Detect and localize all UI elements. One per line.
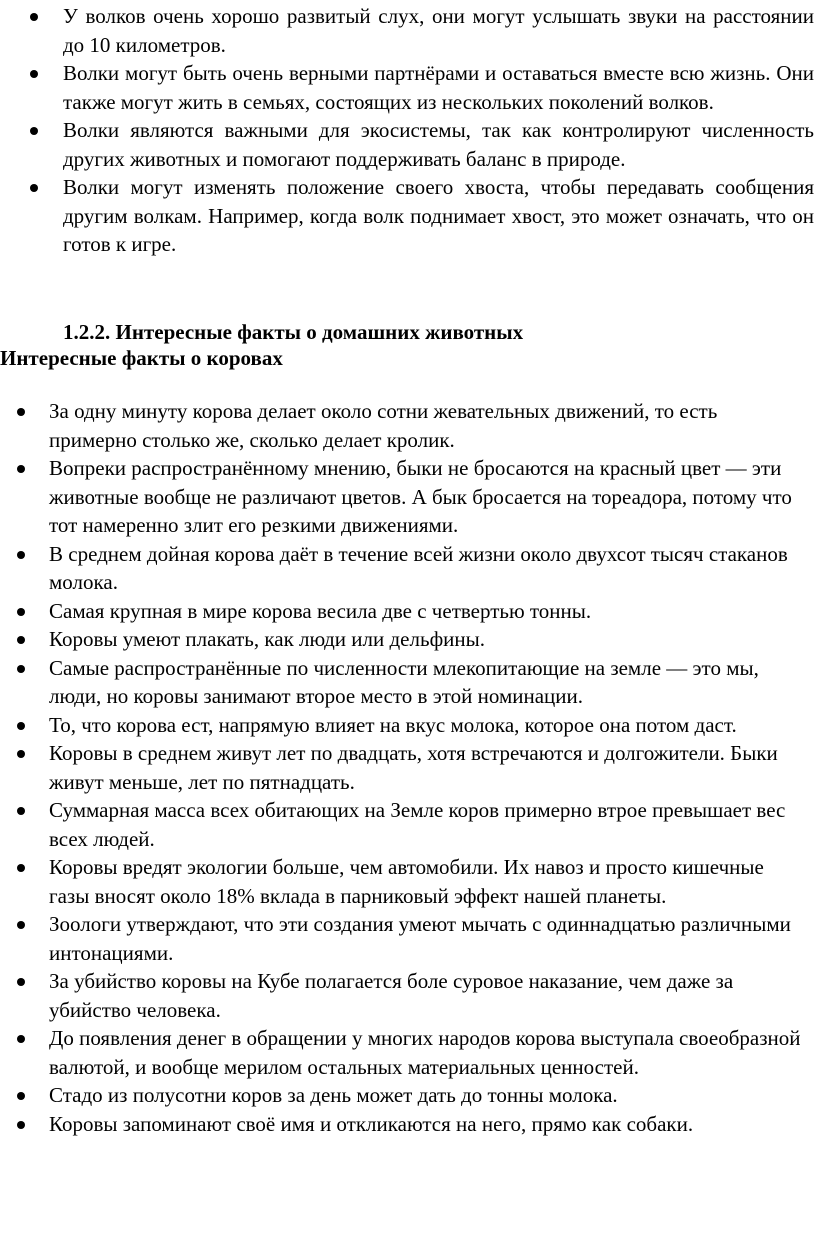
list-item-text: Коровы запоминают своё имя и откликаются на него, прямо как собаки.	[49, 1111, 694, 1136]
bullet-icon	[17, 551, 25, 559]
list-item-text: Зоологи утверждают, что эти создания умеют мычать с одиннадцатью различными интонациями.	[49, 912, 791, 965]
list-item-text: Самые распространённые по численности млекопитающие на земле — это мы, люди, но коровы занимают второе место в этой номинации.	[49, 655, 759, 708]
list-item	[14, 910, 804, 967]
cows-heading: Интересные факты о коровах	[0, 346, 283, 370]
list-item	[28, 173, 814, 259]
list-item	[14, 1110, 804, 1139]
list-item	[14, 597, 804, 626]
list-item	[14, 454, 804, 540]
list-item-text: Коровы в среднем живут лет по двадцать, хотя встречаются и долгожители. Быки живут меньше, лет по пятнадцать.	[49, 741, 778, 794]
bullet-icon	[17, 465, 25, 473]
bullet-icon	[17, 1092, 25, 1100]
bullet-icon	[17, 1035, 25, 1043]
list-item	[14, 625, 804, 654]
list-item-text: За одну минуту корова делает около сотни жевательных движений, то есть примерно столько же, сколько делает кролик.	[49, 399, 718, 452]
bullet-icon	[17, 750, 25, 758]
wolves-facts-list	[28, 2, 814, 259]
bullet-icon	[17, 921, 25, 929]
list-item-text: У волков очень хорошо развитый слух, они могут услышать звуки на расстоянии до 10 километров.	[63, 4, 814, 57]
list-item-text: Суммарная масса всех обитающих на Земле коров примерно втрое превышает вес всех людей.	[49, 798, 786, 851]
list-item-text: Коровы вредят экологии больше, чем автомобили. Их навоз и просто кишечные газы вносят около 18% вклада в парниковый эффект нашей планеты.	[49, 855, 764, 908]
bullet-icon	[17, 608, 25, 616]
bullet-icon	[17, 722, 25, 730]
list-item	[28, 116, 814, 173]
list-item-text: Волки могут быть очень верными партнёрами и оставаться вместе всю жизнь. Они также могут жить в семьях, состоящих из нескольких поколений волков.	[63, 61, 814, 114]
list-item-text: Стадо из полусотни коров за день может дать до тонны молока.	[49, 1083, 618, 1107]
list-item-text: То, что корова ест, напрямую влияет на вкус молока, которое она потом даст.	[49, 712, 737, 737]
bullet-icon	[17, 665, 25, 673]
bullet-icon	[17, 807, 25, 815]
bullet-icon	[30, 13, 38, 21]
list-item	[14, 540, 804, 597]
list-item-text: Вопреки распространённому мнению, быки не бросаются на красный цвет — эти животные вообще не различают цветов. А бык бросается на тореадора, потому что тот намеренно злит его резкими движениями.	[49, 456, 792, 537]
list-item-text: Коровы умеют плакать, как люди или дельфины.	[49, 627, 486, 651]
list-item	[28, 59, 814, 116]
list-item	[14, 654, 804, 711]
list-item-text: До появления денег в обращении у многих народов корова выступала своеобразной валютой, и вообще мерилом остальных материальных ценностей.	[49, 1026, 801, 1079]
list-item	[14, 397, 804, 454]
list-item	[14, 853, 804, 910]
list-item	[14, 739, 804, 796]
bullet-icon	[17, 978, 25, 986]
list-item-text: Волки являются важными для экосистемы, так как контролируют численность других животных и помогают поддерживать баланс в природе.	[63, 118, 814, 171]
list-item	[14, 796, 804, 853]
list-item	[28, 2, 814, 59]
list-item	[14, 711, 804, 740]
bullet-icon	[30, 184, 38, 192]
bullet-icon	[30, 70, 38, 78]
bullet-icon	[17, 1121, 25, 1129]
bullet-icon	[17, 636, 25, 644]
bullet-icon	[17, 864, 25, 872]
list-item	[14, 1024, 804, 1081]
bullet-icon	[30, 127, 38, 135]
list-item-text: В среднем дойная корова даёт в течение всей жизни около двухсот тысяч стаканов молока.	[49, 541, 788, 594]
list-item-text: За убийство коровы на Кубе полагается боле суровое наказание, чем даже за убийство человека.	[49, 969, 734, 1022]
list-item-text: Волки могут изменять положение своего хвоста, чтобы передавать сообщения другим волкам. Например, когда волк поднимает хвост, это может означать, что он готов к игре.	[63, 175, 814, 256]
section-heading: 1.2.2. Интересные факты о домашних животных	[63, 320, 524, 344]
list-item-text: Самая крупная в мире корова весила две с четвертью тонны.	[49, 598, 592, 623]
bullet-icon	[17, 408, 25, 416]
cows-facts-list	[14, 397, 804, 1138]
list-item	[14, 967, 804, 1024]
list-item	[14, 1081, 804, 1110]
